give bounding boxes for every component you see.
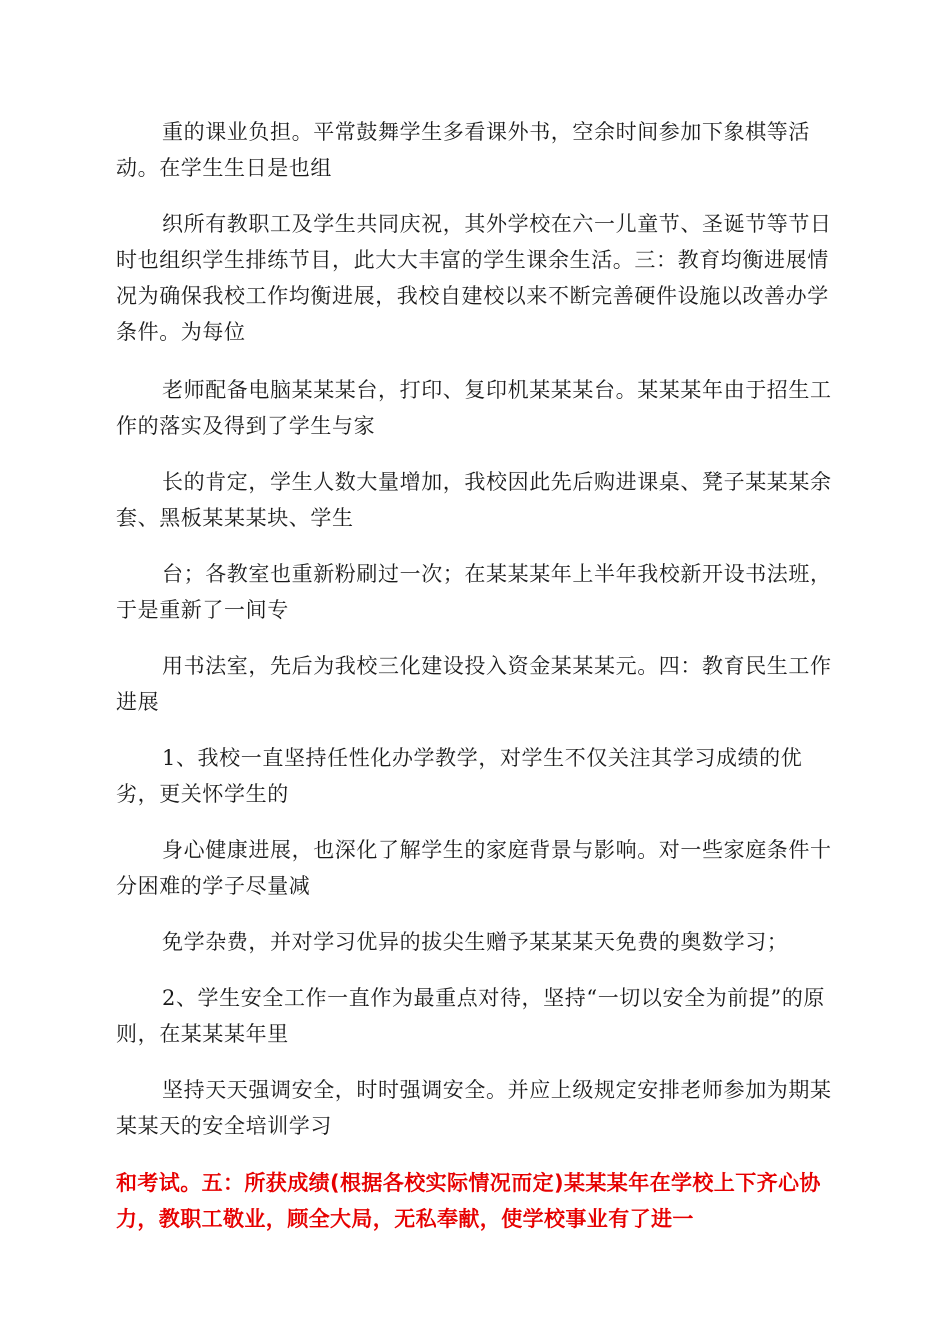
paragraph-9: 免学杂费，并对学习优异的拔尖生赠予某某某天免费的奥数学习； (162, 930, 789, 954)
paragraph-6: 用书法室，先后为我校三化建设投入资金某某某元。四：教育民生工作进展 (116, 654, 832, 714)
paragraph-3: 老师配备电脑某某某台，打印、复印机某某某台。某某某年由于招生工作的落实及得到了学生与家 (116, 378, 832, 438)
paragraph-1: 重的课业负担。平常鼓舞学生多看课外书，空余时间参加下象棋等活动。在学生生日是也组 (116, 120, 810, 180)
paragraph-11: 坚持天天强调安全，时时强调安全。并应上级规定安排老师参加为期某某某天的安全培训学习 (116, 1078, 832, 1138)
paragraph-4: 长的肯定，学生人数大量增加，我校因此先后购进课桌、凳子某某某余套、黑板某某某块、学生 (116, 470, 832, 530)
highlight-paragraph: 和考试。五：所获成绩(根据各校实际情况而定)某某某年在学校上下齐心协力，教职工敬业，顾全大局，无私奉献，使学校事业有了进一 (116, 1171, 821, 1231)
paragraph-10: 2、学生安全工作一直作为最重点对待，坚持“一切以安全为前提”的原则，在某某某年里 (116, 986, 826, 1046)
paragraph-7: 1、我校一直坚持任性化办学教学，对学生不仅关注其学习成绩的优劣，更关怀学生的 (116, 746, 803, 806)
paragraph-8: 身心健康进展，也深化了解学生的家庭背景与影响。对一些家庭条件十分困难的学子尽量减 (116, 838, 832, 898)
paragraph-5: 台；各教室也重新粉刷过一次；在某某某年上半年我校新开设书法班，于是重新了一间专 (116, 562, 832, 622)
paragraph-2: 织所有教职工及学生共同庆祝，其外学校在六一儿童节、圣诞节等节日时也组织学生排练节目，此大大丰富的学生课余生活。三：教育均衡进展情况为确保我校工作均衡进展，我校自建校以来不断完善硬件设施以改善办学条件。为每位 (116, 212, 832, 344)
